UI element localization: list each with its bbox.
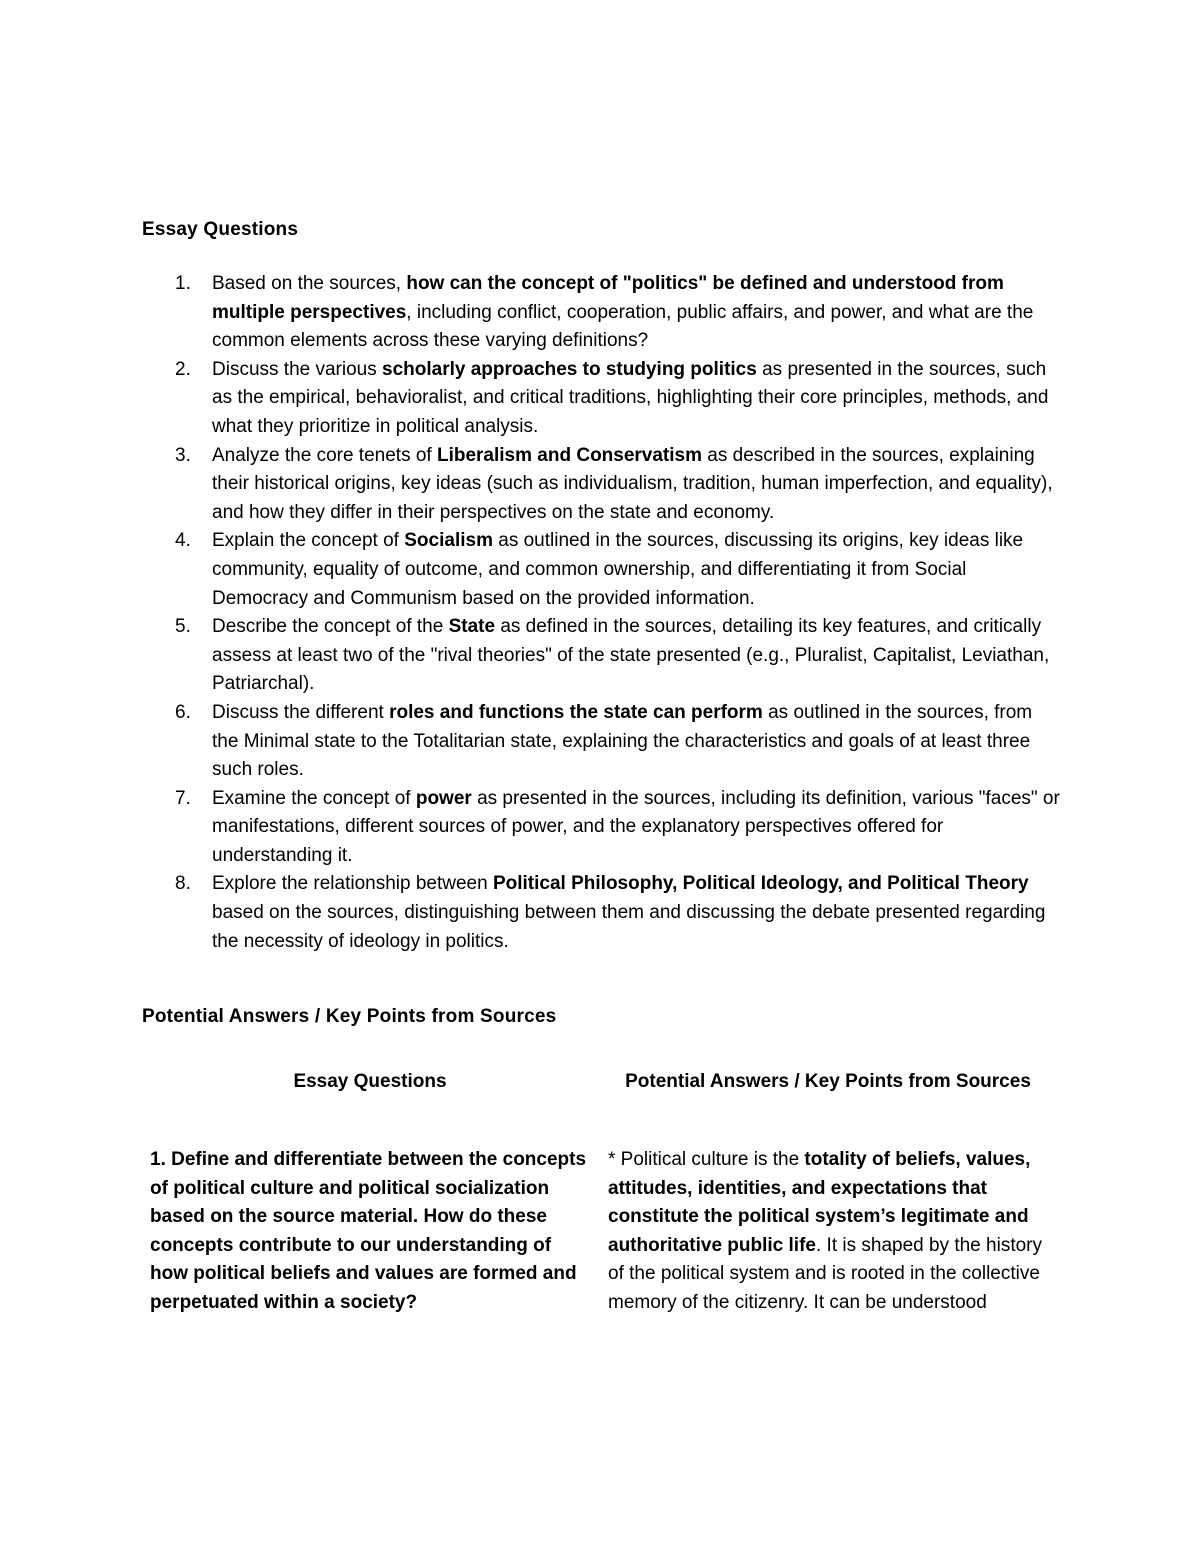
item-text: Discuss the various (212, 358, 383, 380)
item-number: 2. (175, 358, 191, 380)
item-emphasis: how can the concept of "politics" be defined and understood from multiple perspectives (212, 273, 1004, 323)
item-text: Examine the concept of (212, 787, 416, 809)
list-item (142, 699, 1062, 785)
item-text: as outlined in the sources, from the Minimal state to the Totalitarian state, explaining the characteristics and goals of at least three such roles. (212, 701, 1033, 781)
answer-emphasis: totality of beliefs, values, attitudes, identities, and expectations that constitute the political system’s legitimate and authoritative public life (608, 1149, 1031, 1256)
table-cell-answer (608, 1146, 1048, 1318)
item-text: Explore the relationship between (212, 873, 493, 895)
item-number: 6. (175, 701, 191, 723)
list-item (142, 356, 1062, 442)
item-number: 4. (175, 530, 191, 552)
answer-text: . It is shaped by the history of the political system and is rooted in the collective memory of the citizenry. It can be understood (608, 1234, 1042, 1313)
item-text: Based on the sources, (212, 273, 407, 294)
item-text: Discuss the different (212, 701, 390, 723)
item-text: as defined in the sources, detailing its key features, and critically assess at least two of the "rival theories" of the state presented (e.g., Pluralist, Capitalist, Leviathan, Patriarchal). (212, 616, 1050, 695)
essay-questions-heading: Essay Questions (142, 219, 299, 240)
item-number: 3. (175, 444, 191, 466)
list-item (142, 613, 1062, 699)
item-emphasis: State (448, 616, 496, 638)
item-text: as described in the sources, explaining their historical origins, key ideas (such as individualism, tradition, human imperfection, and equality), and how they differ in their perspectives on the state and economy. (212, 444, 1053, 523)
item-number: 7. (175, 787, 191, 809)
list-item (142, 527, 1062, 613)
item-emphasis: scholarly approaches to studying politics (382, 358, 757, 380)
item-emphasis: Socialism (404, 530, 493, 552)
item-emphasis: roles and functions the state can perform (389, 701, 763, 723)
item-number: 5. (175, 616, 191, 638)
item-number: 8. (175, 873, 191, 895)
table-header-potential-answers: Potential Answers / Key Points from Sources (625, 1071, 1031, 1092)
item-emphasis: Liberalism and Conservatism (436, 444, 703, 466)
item-text: based on the sources, distinguishing between them and discussing the debate presented regarding the necessity of ideology in politics. (212, 902, 1046, 952)
item-text: Analyze the core tenets of (212, 444, 437, 466)
answer-text: * Political culture is the (608, 1149, 805, 1170)
item-text: Explain the concept of (212, 530, 405, 552)
item-text: , including conflict, cooperation, public affairs, and power, and what are the common elements across these varying definitions? (212, 301, 1034, 352)
item-text: as outlined in the sources, discussing its origins, key ideas like community, equality of outcome, and common ownership, and differentiating it from Social Democracy and Communism based on the provided information. (212, 530, 1024, 609)
item-number: 1. (175, 273, 191, 294)
list-item (142, 870, 1062, 956)
item-text: as presented in the sources, such as the empirical, behavioralist, and critical traditions, highlighting their core principles, methods, and what they prioritize in political analysis. (212, 358, 1049, 437)
item-emphasis: Political Philosophy, Political Ideology, and Political Theory (492, 873, 1029, 895)
essay-questions-list (142, 270, 1062, 956)
table-header-essay-questions: Essay Questions (293, 1071, 447, 1092)
list-item (142, 270, 1062, 356)
table-cell-question: 1. Define and differentiate between the concepts of political culture and political socialization based on the source material. How do these concepts contribute to our understanding of how political beliefs and values are formed and perpetuated within a society? (150, 1149, 587, 1313)
item-text: as presented in the sources, including its definition, various "faces" or manifestations, different sources of power, and the explanatory perspectives offered for understanding it. (212, 787, 1060, 866)
list-item (142, 785, 1062, 871)
list-item (142, 442, 1062, 528)
item-emphasis: power (415, 787, 472, 809)
potential-answers-heading: Potential Answers / Key Points from Sources (142, 1006, 557, 1027)
item-text: Describe the concept of the (212, 616, 449, 638)
